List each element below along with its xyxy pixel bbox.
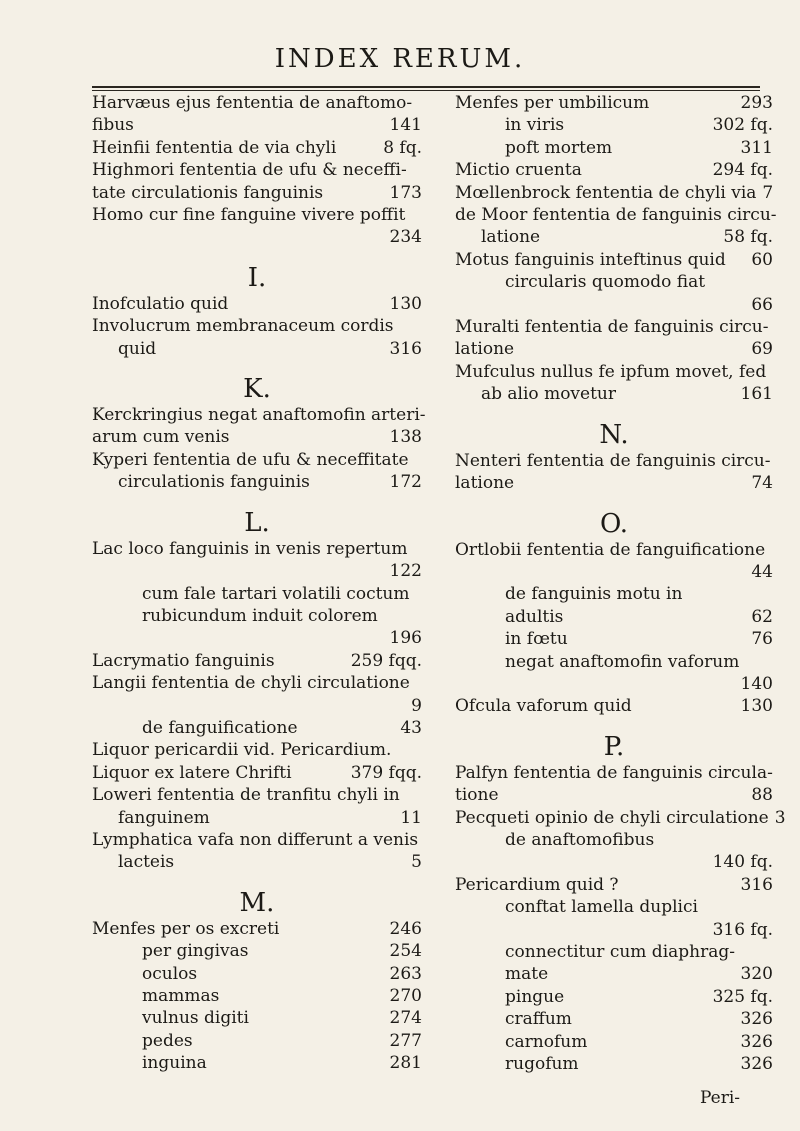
- entry-page-ref: 122: [389, 561, 422, 582]
- index-entry: [92, 449, 422, 471]
- section-gap: [455, 406, 773, 420]
- index-entry: [92, 762, 422, 784]
- index-entry: [92, 650, 422, 672]
- index-column-right: [455, 92, 786, 1075]
- section-gap: [92, 249, 422, 263]
- entry-text: Langii fententia de chyli circulatione: [92, 673, 410, 694]
- entry-page-ref: 130: [389, 293, 422, 314]
- entry-text: Kerckringius negat anaftomofin arteri-: [92, 405, 426, 426]
- entry-text: Kyperi fententia de ufu & neceffitate: [92, 449, 409, 470]
- index-entry: [92, 963, 422, 985]
- entry-page-ref: 11: [400, 807, 422, 828]
- index-entry: [92, 159, 422, 181]
- entry-text: de Moor fententia de fanguinis circu-: [455, 205, 777, 226]
- entry-text: Homo cur fine fanguine vivere poffit: [92, 205, 406, 226]
- index-entry: [92, 114, 422, 136]
- index-entry: [92, 1052, 422, 1074]
- section-letter: O.: [599, 508, 629, 539]
- entry-text: de fanguificatione: [142, 717, 298, 738]
- index-entry: [455, 1031, 773, 1053]
- index-entry: [92, 471, 422, 493]
- index-entry: [92, 695, 422, 717]
- entry-text: lacteis: [118, 852, 175, 873]
- index-entry: [455, 583, 773, 605]
- entry-text: carnofum: [505, 1031, 588, 1052]
- entry-text: Mufculus nullus fe ipfum movet, fed: [455, 361, 767, 382]
- entry-page-ref: 281: [389, 1053, 422, 1074]
- entry-text: Motus fanguinis inteftinus quid: [455, 249, 726, 270]
- index-entry: [455, 628, 773, 650]
- index-entry: [92, 338, 422, 360]
- entry-text: de anaftomofibus: [505, 829, 655, 850]
- entry-text: Nenteri fententia de fanguinis circu-: [455, 450, 771, 471]
- entry-text: Involucrum membranaceum cordis: [92, 316, 394, 337]
- index-entry: [455, 874, 773, 896]
- entry-text: circulationis fanguinis: [118, 472, 310, 493]
- section-gap: [455, 718, 773, 732]
- index-entry: [455, 673, 773, 695]
- index-entry: [455, 361, 773, 383]
- entry-page-ref: 246: [389, 918, 422, 939]
- index-entry: [455, 294, 773, 316]
- entry-page-ref: 274: [389, 1008, 422, 1029]
- index-entry: [455, 941, 773, 963]
- entry-page-ref: 8 fq.: [383, 137, 422, 158]
- entry-page-ref: 234: [389, 227, 422, 248]
- index-entry: [455, 316, 773, 338]
- index-entry: [92, 204, 422, 226]
- section-gap: [92, 874, 422, 888]
- index-entry: [455, 829, 773, 851]
- entry-page-ref: 325 fq.: [712, 986, 773, 1007]
- entry-page-ref: 259 fqq.: [350, 650, 422, 671]
- index-entry: [455, 472, 773, 494]
- entry-text: Menfes per os excreti: [92, 918, 280, 939]
- section-letter: L.: [244, 507, 270, 538]
- index-entry: [455, 182, 773, 204]
- entry-text: poft mortem: [505, 137, 613, 158]
- index-entry: [455, 561, 773, 583]
- index-entry: [92, 404, 426, 426]
- entry-text: tione: [455, 785, 499, 806]
- index-entry: [92, 829, 422, 851]
- entry-text: Pericardium quid ?: [455, 874, 619, 895]
- entry-text: Highmori fententia de ufu & neceffi-: [92, 160, 407, 181]
- entry-page-ref: 7: [762, 182, 774, 203]
- entry-page-ref: 88: [751, 785, 773, 806]
- index-entry: [92, 739, 422, 761]
- index-entry: [455, 919, 773, 941]
- index-entry: [455, 784, 773, 806]
- index-entry: [92, 560, 422, 582]
- index-entry: [455, 271, 773, 293]
- entry-text: negat anaftomofin vaforum: [505, 651, 740, 672]
- section-letter: N.: [599, 419, 629, 450]
- entry-text: Lymphatica vafa non differunt a venis: [92, 829, 419, 850]
- entry-page-ref: 140: [740, 673, 773, 694]
- entry-page-ref: 69: [751, 339, 773, 360]
- entry-page-ref: 326: [740, 1054, 773, 1075]
- entry-text: Lacrymatio fanguinis: [92, 650, 275, 671]
- index-entry: [92, 672, 422, 694]
- section-letter: P.: [603, 731, 625, 762]
- entry-page-ref: 196: [389, 628, 422, 649]
- entry-page-ref: 5: [411, 852, 422, 873]
- entry-text: quid: [118, 338, 157, 359]
- entry-page-ref: 172: [389, 472, 422, 493]
- header-rule: [92, 86, 760, 88]
- index-entry: [92, 583, 422, 605]
- entry-text: adultis: [505, 606, 564, 627]
- index-entry: [455, 1008, 773, 1030]
- index-entry: [455, 383, 773, 405]
- entry-text: latione: [481, 227, 541, 248]
- entry-text: in fœtu: [505, 629, 568, 650]
- entry-page-ref: 320: [740, 964, 773, 985]
- entry-page-ref: 293: [740, 93, 773, 113]
- index-entry: [455, 963, 773, 985]
- index-entry: [455, 204, 777, 226]
- entry-page-ref: 316: [740, 874, 773, 895]
- catchword: Peri-: [700, 1088, 741, 1108]
- index-entry: [455, 226, 773, 248]
- entry-text: tate circulationis fanguinis: [92, 182, 324, 203]
- entry-text: Mictio cruenta: [455, 160, 582, 181]
- section-letter: M.: [239, 887, 275, 918]
- entry-text: Inofculatio quid: [92, 293, 229, 314]
- section-gap: [92, 360, 422, 374]
- entry-text: Muralti fententia de fanguinis circu-: [455, 317, 769, 338]
- entry-page-ref: 263: [389, 963, 422, 984]
- entry-page-ref: 316 fq.: [712, 919, 773, 940]
- entry-page-ref: 58 fq.: [723, 227, 773, 248]
- entry-text: Lac loco fanguinis in venis repertum: [92, 538, 408, 559]
- entry-page-ref: 62: [751, 606, 773, 627]
- entry-page-ref: 74: [751, 473, 773, 494]
- entry-page-ref: 141: [389, 115, 422, 136]
- entry-page-ref: 43: [400, 717, 422, 738]
- entry-text: Palfyn fententia de fanguinis circula-: [455, 762, 773, 783]
- entry-page-ref: 326: [740, 1031, 773, 1052]
- index-entry: [92, 605, 422, 627]
- entry-text: Liquor pericardii vid. Pericardium.: [92, 740, 392, 761]
- index-entry: [455, 807, 786, 829]
- index-entry: [92, 940, 422, 962]
- index-entry: [92, 784, 422, 806]
- entry-page-ref: 294 fq.: [712, 160, 773, 181]
- entry-text: craffum: [505, 1009, 572, 1030]
- index-entry: [455, 137, 773, 159]
- entry-text: latione: [455, 339, 515, 360]
- entry-page-ref: 270: [389, 986, 422, 1006]
- entry-page-ref: 326: [740, 1009, 773, 1030]
- index-entry: [92, 137, 422, 159]
- entry-text: latione: [455, 473, 515, 494]
- entry-page-ref: 60: [751, 249, 773, 270]
- entry-text: rugofum: [505, 1054, 579, 1075]
- index-entry: [455, 114, 773, 136]
- entry-text: fibus: [92, 115, 134, 136]
- section-gap: [92, 494, 422, 508]
- entry-text: circularis quomodo fiat: [505, 272, 706, 293]
- entry-text: Ofcula vaforum quid: [455, 696, 632, 717]
- entry-text: Heinfii fententia de via chyli: [92, 137, 337, 158]
- entry-page-ref: 66: [751, 294, 773, 315]
- entry-text: mate: [505, 964, 549, 985]
- entry-page-ref: 302 fq.: [712, 115, 773, 136]
- entry-text: Menfes per umbilicum: [455, 93, 650, 113]
- entry-text: Loweri fententia de tranfitu chyli in: [92, 785, 400, 806]
- index-entry: [92, 1007, 422, 1029]
- index-entry: [455, 338, 773, 360]
- entry-text: rubicundum induit colorem: [142, 605, 378, 626]
- entry-text: Mœllenbrock fententia de chyli via: [455, 182, 757, 203]
- entry-text: conftat lamella duplici: [505, 897, 698, 918]
- index-entry: [455, 92, 773, 114]
- index-entry: [92, 315, 422, 337]
- entry-text: cum fale tartari volatili coctum: [142, 583, 410, 604]
- index-column-left: [92, 92, 426, 1075]
- entry-text: in viris: [505, 115, 565, 136]
- index-entry: [455, 896, 773, 918]
- entry-page-ref: 9: [411, 695, 422, 716]
- index-entry: [92, 717, 422, 739]
- entry-page-ref: 130: [740, 696, 773, 717]
- index-entry: [92, 226, 422, 248]
- index-entry: [92, 538, 422, 560]
- index-entry: [455, 450, 773, 472]
- section-letter: K.: [243, 374, 271, 405]
- entry-page-ref: 138: [389, 427, 422, 448]
- index-entry: [455, 651, 773, 673]
- index-entry: [92, 293, 422, 315]
- entry-text: oculos: [142, 963, 198, 984]
- index-entry: [455, 606, 773, 628]
- entry-page-ref: 311: [740, 137, 773, 158]
- index-entry: [92, 807, 422, 829]
- entry-text: pingue: [505, 986, 565, 1007]
- index-entry: [92, 1030, 422, 1052]
- index-entry: [92, 92, 422, 114]
- entry-text: ab alio movetur: [481, 384, 616, 405]
- index-entry: [92, 985, 422, 1007]
- index-entry: [455, 159, 773, 181]
- entry-text: de fanguinis motu in: [505, 584, 683, 605]
- running-header: INDEX RERUM.: [274, 44, 526, 74]
- index-entry: [455, 249, 773, 271]
- section-letter: I.: [247, 262, 267, 293]
- entry-page-ref: 76: [751, 629, 773, 650]
- entry-text: Harvæus ejus fententia de anaftomo-: [92, 93, 413, 113]
- entry-text: Liquor ex latere Chrifti: [92, 762, 292, 783]
- entry-page-ref: 3: [774, 807, 786, 828]
- entry-page-ref: 140 fq.: [712, 852, 773, 873]
- entry-text: inguina: [142, 1053, 207, 1074]
- entry-text: pedes: [142, 1030, 193, 1051]
- entry-page-ref: 161: [740, 384, 773, 405]
- index-entry: [92, 918, 422, 940]
- entry-page-ref: 173: [389, 182, 422, 203]
- entry-page-ref: 379 fqq.: [350, 762, 422, 783]
- entry-text: fanguinem: [118, 807, 210, 828]
- index-entry: [92, 851, 422, 873]
- index-entry: [455, 762, 773, 784]
- index-entry: [455, 539, 773, 561]
- entry-text: Ortlobii fententia de fanguificatione: [455, 539, 766, 560]
- section-gap: [455, 495, 773, 509]
- entry-page-ref: 254: [389, 941, 422, 962]
- entry-text: arum cum venis: [92, 427, 230, 448]
- entry-text: Pecqueti opinio de chyli circulatione: [455, 807, 769, 828]
- entry-page-ref: 316: [389, 338, 422, 359]
- header-rule-thin: [92, 90, 760, 91]
- entry-text: vulnus digiti: [142, 1008, 249, 1029]
- entry-page-ref: 44: [751, 561, 773, 582]
- index-entry: [455, 986, 773, 1008]
- index-entry: [92, 426, 422, 448]
- entry-text: per gingivas: [142, 941, 249, 962]
- entry-text: mammas: [142, 986, 220, 1006]
- index-entry: [92, 627, 422, 649]
- entry-text: connectitur cum diaphrag-: [505, 942, 735, 962]
- entry-page-ref: 277: [389, 1030, 422, 1051]
- index-entry: [92, 182, 422, 204]
- index-entry: [455, 851, 773, 873]
- index-entry: [455, 1053, 773, 1075]
- index-entry: [455, 695, 773, 717]
